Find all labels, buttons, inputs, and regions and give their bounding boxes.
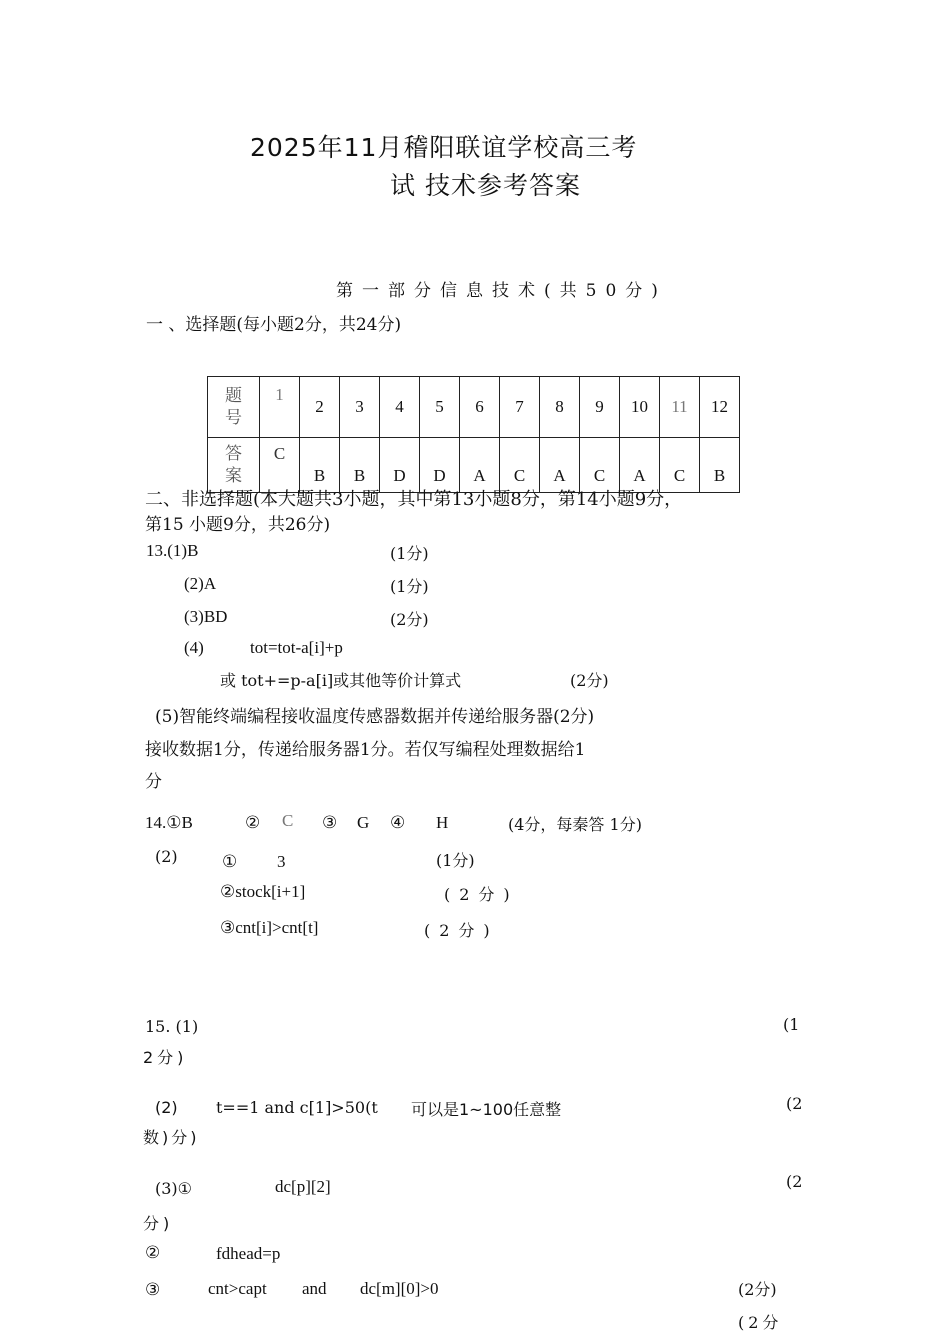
- q15-answer-2-label: (2): [155, 1098, 178, 1117]
- table-cell-answer: A: [460, 438, 500, 493]
- q15-answer-3-3b: and: [302, 1279, 327, 1298]
- q14-mark-4: ④: [390, 813, 406, 833]
- part-title: 第一部分信息技术(共50分): [336, 281, 667, 301]
- q13-answer-5: (5)智能终端编程接收温度传感器数据并传递给服务器(2分): [155, 707, 595, 727]
- table-cell-number: 7: [500, 377, 540, 438]
- q15-answer-3-3c: dc[m][0]>0: [360, 1279, 439, 1298]
- table-cell-answer: C: [660, 438, 700, 493]
- q14-part1: 14.①B: [145, 813, 193, 832]
- answer-table: [207, 376, 740, 493]
- table-cell-number: 9: [580, 377, 620, 438]
- q13-score-3: (2分): [390, 610, 429, 629]
- q13-note-line1: 接收数据1分，传递给服务器1分。若仅写编程处理数据给1: [145, 740, 586, 760]
- table-cell-answer: C: [580, 438, 620, 493]
- q13-answer-4-alt: 或 tot+=p-a[i]或其他等价计算式: [220, 671, 462, 690]
- table-cell-number: 8: [540, 377, 580, 438]
- section2-title-line1: 二、非选择题(本大题共3小题，其中第13小题8分，第14小题9分，: [145, 489, 683, 510]
- q15-score-last: (2分: [738, 1313, 783, 1332]
- header-char: 号: [225, 408, 242, 427]
- table-header-number: [208, 377, 260, 438]
- q15-answer-2-code: t==1 and c[1]>50(t: [216, 1098, 378, 1117]
- section1-title: 一 、选择题(每小题2分，共24分): [146, 315, 402, 335]
- q14-b3-score: (2分): [424, 921, 499, 940]
- table-cell-number: 2: [300, 377, 340, 438]
- q13-score-1: (1分): [390, 544, 429, 563]
- table-cell-answer: C: [500, 438, 540, 493]
- q14-answer-3: G: [357, 813, 370, 832]
- q14-mark-2: ②: [245, 813, 261, 833]
- q14-b2-answer: ②stock[i+1]: [220, 882, 306, 901]
- q13-answer-1: 13.(1)B: [146, 541, 199, 560]
- q13-answer-4: tot=tot-a[i]+p: [250, 638, 343, 657]
- table-cell-answer: A: [540, 438, 580, 493]
- table-cell-answer: B: [340, 438, 380, 493]
- q15-answer-2-note: 可以是1~100任意整: [411, 1100, 562, 1119]
- table-cell-answer: C: [260, 438, 300, 493]
- q15-score-3-open: (2: [786, 1172, 803, 1191]
- q14-answer-4: H: [436, 813, 449, 832]
- q15-score-1-open: (1: [783, 1015, 800, 1034]
- table-cell-number: 10: [620, 377, 660, 438]
- table-cell-number: 6: [460, 377, 500, 438]
- header-char: 案: [225, 466, 242, 485]
- q14-part2-label: (2): [155, 847, 178, 866]
- q15-score-3-3: (2分): [738, 1280, 777, 1299]
- q14-mark-3: ③: [322, 813, 338, 833]
- q13-answer-3: (3)BD: [184, 607, 228, 626]
- header-char: 答: [225, 444, 242, 463]
- table-cell-answer: D: [380, 438, 420, 493]
- table-cell-number: 4: [380, 377, 420, 438]
- table-cell-answer: B: [700, 438, 740, 493]
- table-row-numbers: [208, 377, 740, 438]
- header-char: 题: [225, 386, 242, 405]
- q15-score-2-open: (2: [786, 1094, 803, 1113]
- table-cell-number: 12: [700, 377, 740, 438]
- q15-answer-3-1: dc[p][2]: [275, 1177, 331, 1196]
- q15-score-3-cont: 分): [143, 1214, 174, 1233]
- q13-score-4: (2分): [570, 671, 609, 690]
- table-cell-answer: A: [620, 438, 660, 493]
- q14-b3-answer: ③cnt[i]>cnt[t]: [220, 918, 319, 937]
- q15-mark-3: ③: [145, 1280, 161, 1300]
- table-cell-answer: B: [300, 438, 340, 493]
- q15-answer-1: 15. (1): [145, 1017, 199, 1036]
- q13-answer-2: (2)A: [184, 574, 217, 593]
- q14-b1-answer: 3: [277, 852, 286, 871]
- q14-b2-score: (2分): [444, 885, 519, 904]
- q15-answer-3-label: (3)①: [155, 1179, 193, 1198]
- q14-b1-mark: ①: [222, 852, 238, 872]
- table-cell-number: 3: [340, 377, 380, 438]
- q15-score-2-cont: 数)分): [143, 1128, 200, 1147]
- q14-b1-score: (1分): [436, 851, 475, 870]
- q15-mark-2: ②: [145, 1243, 161, 1263]
- q13-note-line2: 分: [145, 772, 162, 792]
- table-cell-number: 5: [420, 377, 460, 438]
- q14-score-1: (4分，每秦答 1分): [508, 815, 642, 834]
- table-cell-answer: D: [420, 438, 460, 493]
- q13-score-2: (1分): [390, 577, 429, 596]
- q13-answer-4-label: (4): [184, 638, 204, 657]
- q14-answer-2: C: [282, 811, 294, 830]
- doc-title-line1: 2025年11月稽阳联谊学校高三考: [250, 133, 638, 162]
- q15-answer-3-2: fdhead=p: [216, 1244, 281, 1263]
- q15-score-1-cont: 2分): [143, 1048, 188, 1067]
- table-cell-number: 11: [660, 377, 700, 438]
- q15-answer-3-3a: cnt>capt: [208, 1279, 267, 1298]
- table-cell-number: 1: [260, 377, 300, 438]
- doc-title-line2: 试 技术参考答案: [390, 171, 581, 200]
- section2-title-line2: 第15 小题9分，共26分): [145, 515, 331, 535]
